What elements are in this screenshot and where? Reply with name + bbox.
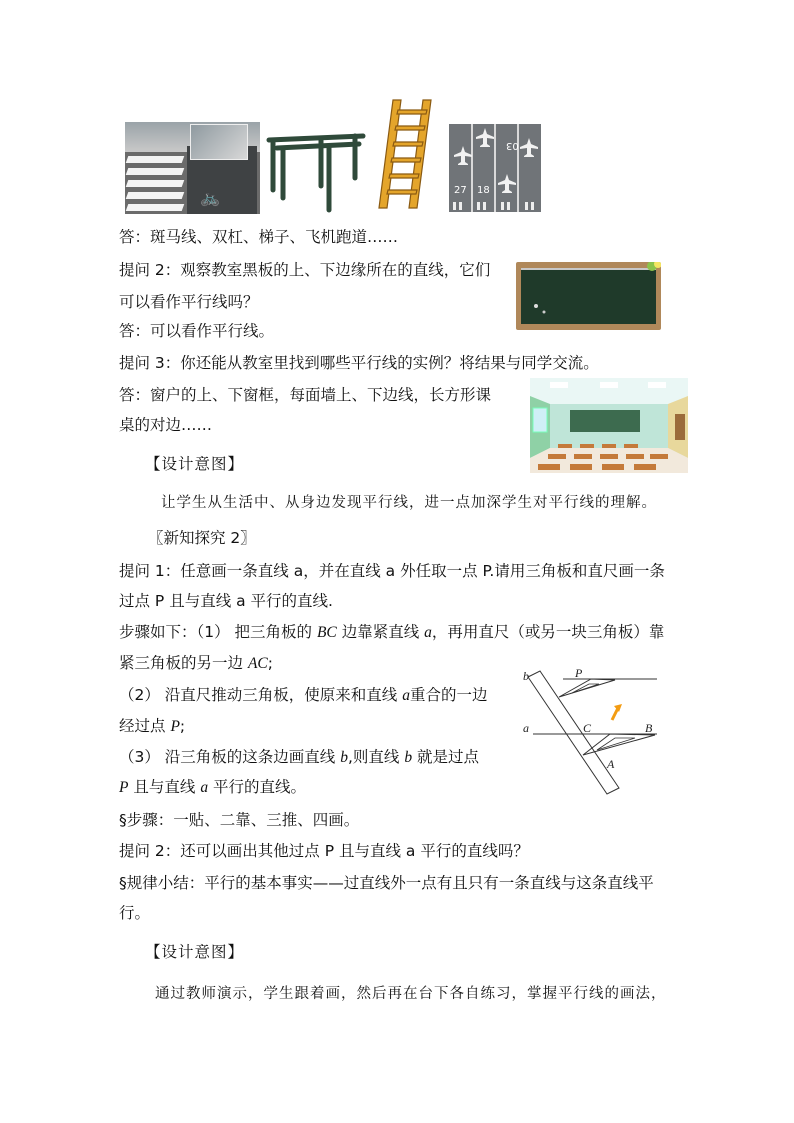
design-intent-text-2: 通过教师演示，学生跟着画，然后再在台下各自练习，掌握平行线的画法， xyxy=(155,986,667,1002)
label-P: P xyxy=(575,666,583,680)
label-B: B xyxy=(645,721,653,735)
rule-summary-line1: §规律小结：平行的基本事实——过直线外一点有且只有一条直线与这条直线平 xyxy=(119,874,654,892)
step-3-line1: （3） 沿三角板的这条边画直线 b,则直线 b 就是过点 xyxy=(119,748,480,766)
section-heading: 〖新知探究 2〗 xyxy=(148,529,256,547)
parallel-bars-image xyxy=(263,126,369,216)
label-b: b xyxy=(523,669,529,683)
step-2-line2: 经过点 P; xyxy=(119,717,186,735)
blackboard-image xyxy=(516,262,661,330)
label-a: a xyxy=(523,721,529,735)
label-A: A xyxy=(607,757,615,771)
step-2-line1: （2） 沿直尺推动三角板，使原来和直线 a重合的一边 xyxy=(119,686,488,704)
steps-summary: §步骤：一贴、二靠、三推、四画。 xyxy=(119,811,360,829)
design-intent-heading-2: 【设计意图】 xyxy=(145,943,245,961)
rule-summary-line2: 行。 xyxy=(119,904,151,922)
label-C: C xyxy=(583,721,592,735)
classroom-image xyxy=(530,378,688,473)
answer-3-line2: 桌的对边…… xyxy=(119,416,213,434)
runway-number: 18 xyxy=(477,185,490,196)
question-2-line1: 提问 2：观察教室黑板的上、下边缘所在的直线，它们 xyxy=(119,261,491,279)
runway-number: 27 xyxy=(454,185,467,196)
step-3-line2: P 且与直线 a 平行的直线。 xyxy=(119,778,307,796)
question-2-line2: 可以看作平行线吗？ xyxy=(119,293,259,311)
runway-image xyxy=(449,124,541,212)
street-crosswalk-image xyxy=(125,122,260,214)
bicycle-icon: 🚲 xyxy=(200,188,220,207)
prompt-1-line1: 提问 1：任意画一条直线 a，并在直线 a 外任取一点 P.请用三角板和直尺画一条 xyxy=(119,562,665,580)
answer-3-line1: 答：窗户的上、下窗框，每面墙上、下边线，长方形课 xyxy=(119,386,492,404)
design-intent-text: 让学生从生活中、从身边发现平行线，进一点加深学生对平行线的理解。 xyxy=(161,495,657,511)
prompt-1-line2: 过点 P 且与直线 a 平行的直线. xyxy=(119,592,333,610)
parallel-construction-diagram xyxy=(515,660,663,796)
answer-examples: 答：斑马线、双杠、梯子、飞机跑道…… xyxy=(119,228,399,246)
step-1-line1: 步骤如下：（1） 把三角板的 BC 边靠紧直线 a，再用直尺（或另一块三角板）靠 xyxy=(119,623,665,641)
prompt-2: 提问 2：还可以画出其他过点 P 且与直线 a 平行的直线吗？ xyxy=(119,842,529,860)
step-1-line2: 紧三角板的另一边 AC; xyxy=(119,654,273,672)
runway-number: 03 xyxy=(506,140,519,151)
design-intent-heading: 【设计意图】 xyxy=(145,455,245,473)
ladder-image xyxy=(377,98,437,210)
question-3: 提问 3：你还能从教室里找到哪些平行线的实例？将结果与同学交流。 xyxy=(119,354,599,372)
answer-2: 答：可以看作平行线。 xyxy=(119,322,275,340)
